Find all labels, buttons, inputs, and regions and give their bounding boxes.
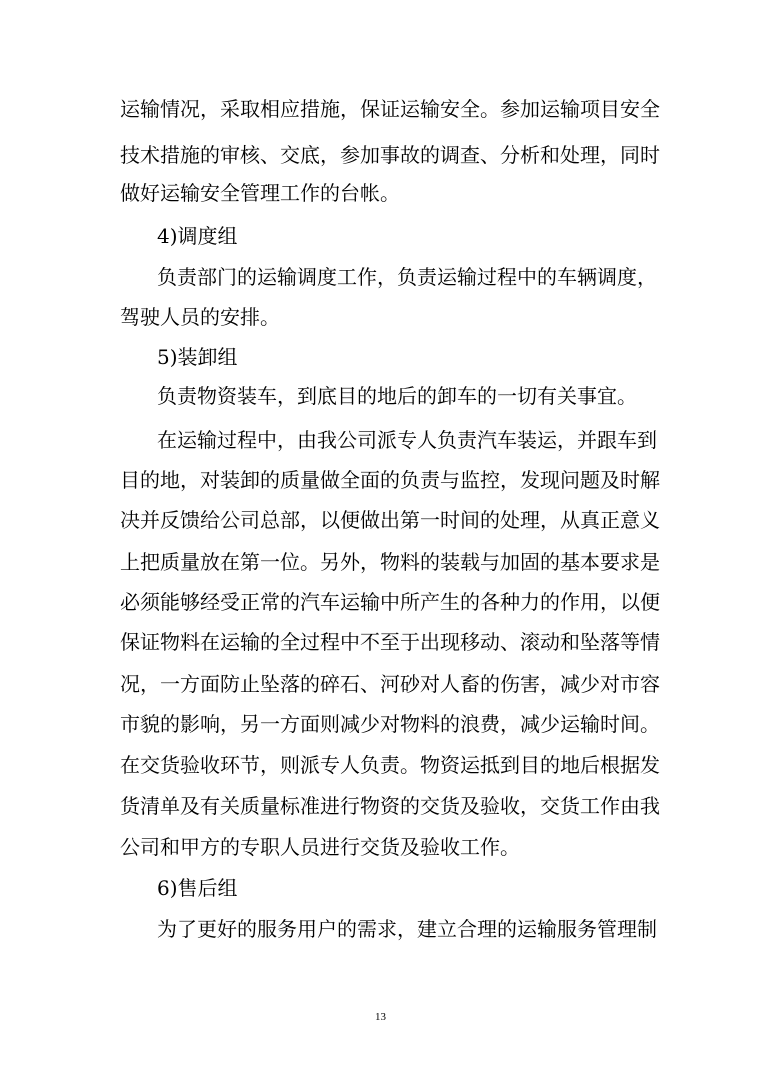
paragraph-line: 驾驶人员的安排。 bbox=[120, 305, 280, 329]
paragraph-line: 上把质量放在第一位。另外，物料的装载与加固的基本要求是 bbox=[120, 550, 660, 574]
paragraph-line: 为了更好的服务用户的需求，建立合理的运输服务管理制 bbox=[157, 917, 657, 941]
paragraph-line: 货清单及有关质量标准进行物资的交货及验收，交货工作由我 bbox=[120, 794, 660, 818]
paragraph-line: 目的地，对装卸的质量做全面的负责与监控，发现问题及时解 bbox=[120, 468, 660, 492]
paragraph-line: 决并反馈给公司总部，以便做出第一时间的处理，从真正意义 bbox=[120, 508, 660, 532]
paragraph-line: 保证物料在运输的全过程中不至于出现移动、滚动和坠落等情 bbox=[120, 630, 660, 654]
paragraph-line: 在交货验收环节，则派专人负责。物资运抵到目的地后根据发 bbox=[120, 753, 660, 777]
paragraph-line: 市貌的影响，另一方面则减少对物料的浪费，减少运输时间。 bbox=[120, 712, 660, 736]
paragraph-line: 负责物资装车，到底目的地后的卸车的一切有关事宜。 bbox=[157, 384, 637, 408]
section-heading-dispatch: 4)调度组 bbox=[157, 224, 238, 248]
paragraph-line: 况，一方面防止坠落的碎石、河砂对人畜的伤害，减少对市容 bbox=[120, 672, 660, 696]
paragraph-line: 公司和甲方的专职人员进行交货及验收工作。 bbox=[120, 835, 520, 859]
paragraph-line: 在运输过程中，由我公司派专人负责汽车装运，并跟车到 bbox=[157, 428, 657, 452]
paragraph-line: 必须能够经受正常的汽车运输中所产生的各种力的作用，以便 bbox=[120, 590, 660, 614]
section-heading-after-sales: 6)售后组 bbox=[157, 876, 238, 900]
paragraph-line: 技术措施的审核、交底，参加事故的调查、分析和处理，同时 bbox=[120, 143, 660, 167]
paragraph-line: 做好运输安全管理工作的台帐。 bbox=[120, 181, 400, 205]
paragraph-line: 负责部门的运输调度工作，负责运输过程中的车辆调度， bbox=[157, 265, 657, 289]
paragraph-line: 运输情况，采取相应措施，保证运输安全。参加运输项目安全 bbox=[120, 97, 660, 121]
section-heading-loading: 5)装卸组 bbox=[157, 345, 238, 369]
page-number: 13 bbox=[375, 1011, 386, 1023]
